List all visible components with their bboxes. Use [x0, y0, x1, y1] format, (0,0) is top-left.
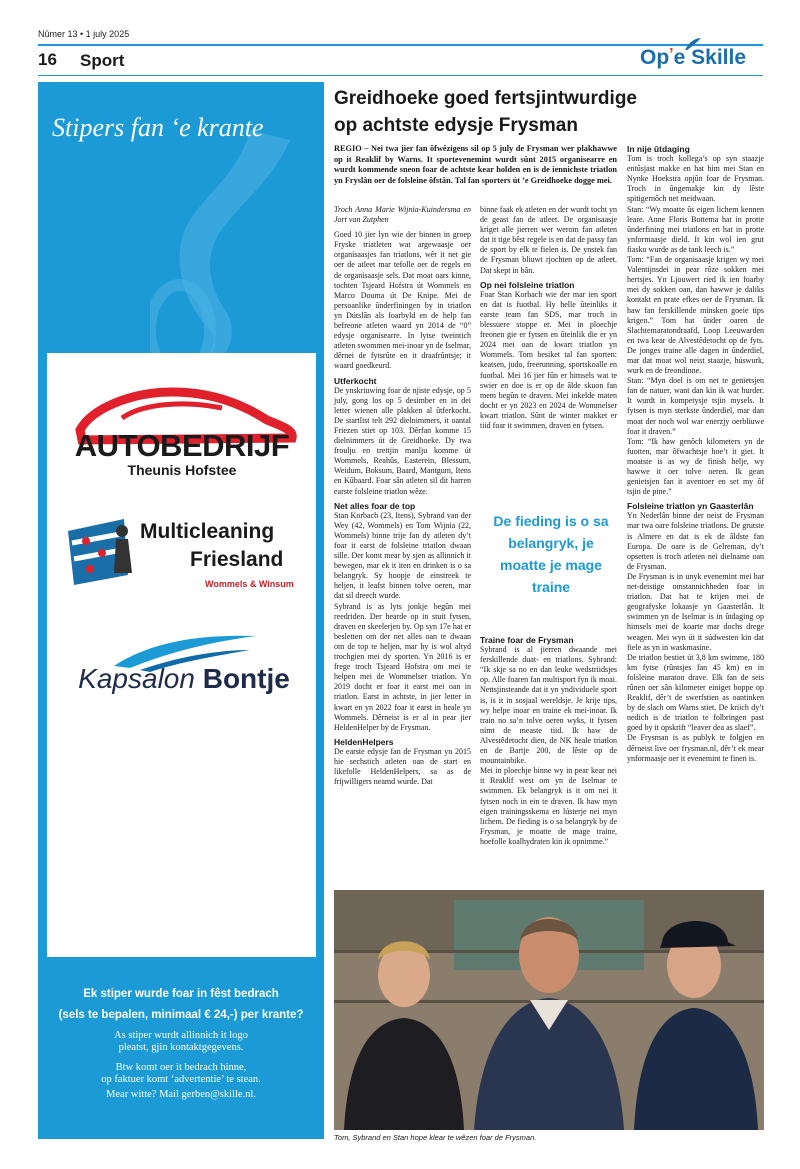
ad-multicleaning-line2: Friesland: [190, 548, 284, 571]
article-column-3: [627, 144, 764, 764]
headline-line1: Greidhoeke goed fertsjintwurdige: [334, 88, 637, 109]
subheading: Folsleine triatlon yn Gaasterlân: [627, 501, 754, 512]
paragraph: De earste edysje fan de Frysman yn 2015 hie sechstich atleten oan de start en likefolle HeldenHelpers, sa as de frijwilligers neamd wurde. Dat: [334, 746, 471, 787]
subheading: Traine foar de Frysman: [480, 635, 574, 645]
ad-kapsalon-name: Bontje: [202, 663, 290, 694]
sponsor-note: [42, 1030, 320, 1054]
article-column-2: [480, 205, 617, 431]
paragraph: Tom: “Ik haw genôch kilometers yn de fuotten, mar ôfwachtsje hoe’t it giet. It moatste is as wy de finish helje, wy hawwe it oer tolve oeren. Ik gean genietsjen fan it aventoer en set my ôf tsjin de pine.”: [627, 436, 764, 497]
pull-quote: De fieding is o sa belangryk, je moatte je mage traine: [493, 513, 609, 595]
paragraph: Sybrand is al jierren dwaande mei ferskillende duat- en triatlons. Sybrand: “Ik skje sa no en dan leuke wedstriidsjes op. Alle foaren fan multisport fyn ik moai. Nettsjinsteande dat it yn yndividuele sport is, is it in sosjaal wereldsje. Je krije tips, wy helpe inoar en traine ek mei-inoar. Ik train no sa’n tolve oeren wyks, it fytsen nimt de measte tiid. Ik haw de Alvestêdetocht dien, de NK heale triatlon en de Bartje 200, de lêste op de mountainbike.: [480, 645, 617, 766]
sidebar-title: Stipers fan ‘e krante: [52, 113, 264, 142]
paragraph: Sybrand is as lyts jonkje begûn mei reedriden. Der hearde op in stuit fytsen, draven en skeelerjen by. Op syn 17e hat er besletten om der net alles oan te dwaan om de top te heljen, mar hy is wol altyd trochgien mei dy sporten. Yn 2016 is er frege troch Tsjeard Hofstra om mei te helpen mei de Wommelser triatlon. Yn 2019 docht er foar it earst mei oan in triatlon. Earst in achtste, in jier letter in kwart en yn 2022 foar it earst in heale yn Wommels. Dêrneist is er al in pear jier HeldenHelper by de Frysman.: [334, 601, 471, 732]
paragraph: Foar Stan Korbach wie der mar ien sport en dat is fuotbal. Hy helle ûteinliks it earste team fan SDS, mar troch in blessuere stoppe er. Mei in ploechje freonen gie er fytsen en ûteinlik die er yn 2024 mei oan de kwart triatlon yn Wommels. Tom besiket tal fan sporten: keatsen, judo, freerunning, sportskoalle en fuotbal. Mei 16 jier fûn er himsels wat te swier en doe is er op de âlde skuon fan mem begûn te draven. Mei inkelde maten docht er yn 2023 en 2024 de Wommelser kwart triatlon. Sûnt de winter makket er tiid foar it swimmen, draven en fytsen.: [480, 289, 617, 430]
sponsor-vat-line1: Btw komt oer it bedrach hinne,: [115, 1062, 247, 1073]
headline-line2: op achtste edysje Frysman: [334, 115, 578, 136]
ad-autobedrijf[interactable]: [62, 428, 302, 478]
byline: Troch Anna Marie Wijnia-Kuindersma en Jort van Zutphen: [334, 205, 471, 225]
subheading: In nije ûtdaging: [627, 144, 690, 154]
paragraph: Tom is troch kollega’s op syn staazje entûsjast makke en hat him mei Stan en Nynke Hoekstra opjûn foar de Frysman. Troch in ûngemakje kin dy lêste spitigernôch net meidwaan.: [627, 154, 764, 204]
paragraph: De Frysman is as publyk te folgjen en dêrneist live oer frysman.nl, dêr’t ek mear ynformaasje oer it evenemint te finen is.: [627, 733, 764, 763]
subheading: HeldenHelpers: [334, 736, 394, 747]
ad-kapsalon-word: Kapsalon: [78, 663, 195, 694]
newspaper-logo[interactable]: [640, 46, 746, 70]
ad-kapsalon[interactable]: [68, 663, 300, 695]
sponsor-vat-note: [42, 1062, 320, 1086]
paragraph: Goed 10 jier lyn wie der binnen in groep Fryske triatleten wat argewaasje oer organisaasjes fan triatlons, wêr it net gie oer de atleet mar tefolle oer de regels en de organisaasje sels. Dat moat oars kinne, tochten Tsjeard Hofstra út Wommels en Marco Douma út De Knipe. Mei de persoanlike ûnderfiningen by in triatlon yn Dútslân als foarbyld en de help fan befreone atleten waard yn 2014 de “0” edysje organisearre. In lytse tweintich atleten swommen mei-inoar yn de Iselmar, dêrnei de fytsrûte en it draafrûntsje; it waard goedkeurd.: [334, 230, 471, 371]
logo-apostrophe: ’: [669, 46, 674, 63]
sponsor-offer-line1: Ek stiper wurde foar in fêst bedrach: [83, 988, 279, 1000]
paragraph: Stan: “Myn doel is om net te genietsjen fan de natuer, want dan kin ik wat hurder. It wurdt in kompetysje tsjin mysels. It fytsen is myn sterkste ûnderdiel, mar dan moat der noch wol war enerzjy oerbliuwe foar it draven.”: [627, 376, 764, 436]
paragraph: De ynskriuwing foar de njiste edysje, op 5 july, gong los op 5 desimber en in dei letter wienen alle plakken al ûtferkocht. De startlist telt 292 dielnimmers, it oantal Friezen stiet op 103. Dêrfan komme 15 dielnimmers út de Greidhoeke. Dy twa froulju en trettjin manlju komme út Wommels, Reahûs, Easterein, Blessum, Weidum, Boksum, Baard, Mantgum, Itens en Kûbaard. Foar sân atleten sil dit harren earste folsleine triatlon wêze.: [334, 385, 471, 496]
horn-illustration-icon: [150, 130, 310, 380]
sponsor-offer: [42, 984, 320, 1026]
sponsor-offer-line2: (sels te bepalen, minimaal € 24,-) per krante?: [58, 1009, 304, 1021]
sponsor-note-line1: As stiper wurdt allinnich it logo: [114, 1030, 248, 1041]
paragraph: Yn Nederlân binne der neist de Frysman mar twa oare folsleine triatlons. De grutste is Almere en dat is ek de âldste fan Europa. De oare is de Gelreman, dy’t opsetten is troch atleten nei dielname oan de Frysman.: [627, 511, 764, 571]
header-rule-bottom: [38, 75, 763, 76]
paragraph: Tom: “Fan de organisaasje krigen wy mei Valentijnsdei in pear rôze sokken mei hertsjes. Yn Ljouwert ried ik ien foarby mei dy sokken oan, dan hawwe je daliks kontakt en prate efkes oer de Frysman. Ik haw fan ferskillende minsken goeie tips krigen.” Tom hat ûnder oaren de Slachtemaratondraafd, Loop Leeuwarden en twa kear de Alvestêdetocht op de fyts. De jonges traine alle dagen in ûnderdiel, mar dat moat wol neist staazje, húswurk, wurk en de freondinne.: [627, 255, 764, 376]
article-lede: REGIO – Nei twa jier fan ôfwêzigens sil op 5 july de Frysman wer plakhawwe op it Reaklif by Warns. It sportevenemint wurdt sûnt 2015 organisearre en wurdt kommende sneon foar de achtste kear holden en is de iennichste triatlon yn Fryslân oer de folsleine ôfstân. Tal fan sporters út ’e Greidhoeke dogge mei.: [334, 144, 617, 185]
ad-multicleaning-line1: Multicleaning: [140, 520, 275, 543]
paragraph: De Frysman is in unyk evenemint mei har net-deistige omstannichheden foar in triatlon. Dat hat te krijen mei de geografyske lokaasje yn Gaasterlân. It swimmen yn de Iselmar is in ûtdaging op himsels mei de koarte mar dochs drege weagen. Mei wyn út it súdwesten kin dat fiele as yn in waskmasine.: [627, 571, 764, 652]
section-title: Sport: [80, 51, 125, 70]
logo-part-2: e Skille: [673, 46, 747, 69]
subheading: Utferkocht: [334, 375, 377, 386]
page-number: 16: [38, 50, 57, 69]
subheading: Op nei folsleine triatlon: [480, 279, 575, 290]
photo-caption: Tom, Sybrand en Stan hope klear te wêzen foar de Frysman.: [334, 1133, 537, 1142]
issue-date: Nûmer 13 • 1 july 2025: [38, 29, 130, 39]
paragraph: De triatlon bestiet út 3,8 km swimme, 180 km fytse (rûntsjes fan 45 km) en in folsleine maraton drave. Elk fan de seis rûnen oer sân kilometer einiget boppe op Reaklif, dêr’t de swerfstien as oantinken by de slach om Warns stiet. De kriich dy’t nedich is de triatlon te folbringen past goed by it opskrift “leaver dea as slaef”.: [627, 652, 764, 733]
paragraph: Stan Korbach (23, Itens), Sybrand van der Wey (42, Wommels) en Tom Wijnia (22, Wommels) binne trije fan dy atleten dy’t foar it earst de folsleine triatlon dwaan sille. Der komt mear by sjen as allinnich it bewegen, mar ek it iten en drinken is o sa belangryk. Sy hoopje de einstreek te heljen, it leafst binnen tolve oeren, mar dat sil dreech wurde.: [334, 510, 471, 601]
sponsor-vat-line2: op faktuer komt ‘advertentie’ te stean.: [101, 1074, 261, 1085]
article-column-1: [334, 205, 471, 787]
athletes-photo: [334, 890, 764, 1130]
paragraph: binne faak ek atleten en der wurdt tocht yn de geast fan de atleet. De organisaasje kriget alle jierren wer werom fan atleten dat it tige bêst regele is en dat de passy fan de sport by elk te fielen is. De ynstek fan de Frysman bliuwt rjochten op de atleet. Dat skept in bân.: [480, 205, 617, 275]
sponsor-note-line2: pleatst, gjin kontaktgegevens.: [118, 1042, 244, 1053]
paragraph: Stan: “Wy moatte ûs eigen lichem kennen leare. Anne Floris Bottema hat in protte ûnderfining mei triatlons en hat in protte ynformaasje dield. It kin wol ien grut fiasko wurde as de tank leech is.”: [627, 204, 764, 254]
logo-part-1: Op: [640, 46, 670, 69]
subheading: Net alles foar de top: [334, 500, 416, 511]
ad-autobedrijf-owner: Theunis Hofstee: [127, 462, 237, 478]
article-column-2b: [480, 631, 617, 847]
sponsor-contact-link[interactable]: Mear witte? Mail gerben@skille.nl.: [106, 1089, 256, 1100]
article-headline: [334, 85, 764, 139]
ad-autobedrijf-name: AUTOBEDRIJF: [74, 428, 290, 463]
paragraph: Mei in ploechje binne wy in pear kear nei it Reaklif west om yn de Iselmar te swimmen. Ek belangryk is it om nei it fytsen noch in ein te draven. Ik haw myn eigen trainingsskema en lústerje nei myn lichem. De fieding is o sa belangryk by de Frysman, je moatte de mage traine, hoefolle koalhydraten kin ik opnimme.”: [480, 766, 617, 846]
ad-multicleaning-location: Wommels & Winsum: [205, 579, 294, 589]
